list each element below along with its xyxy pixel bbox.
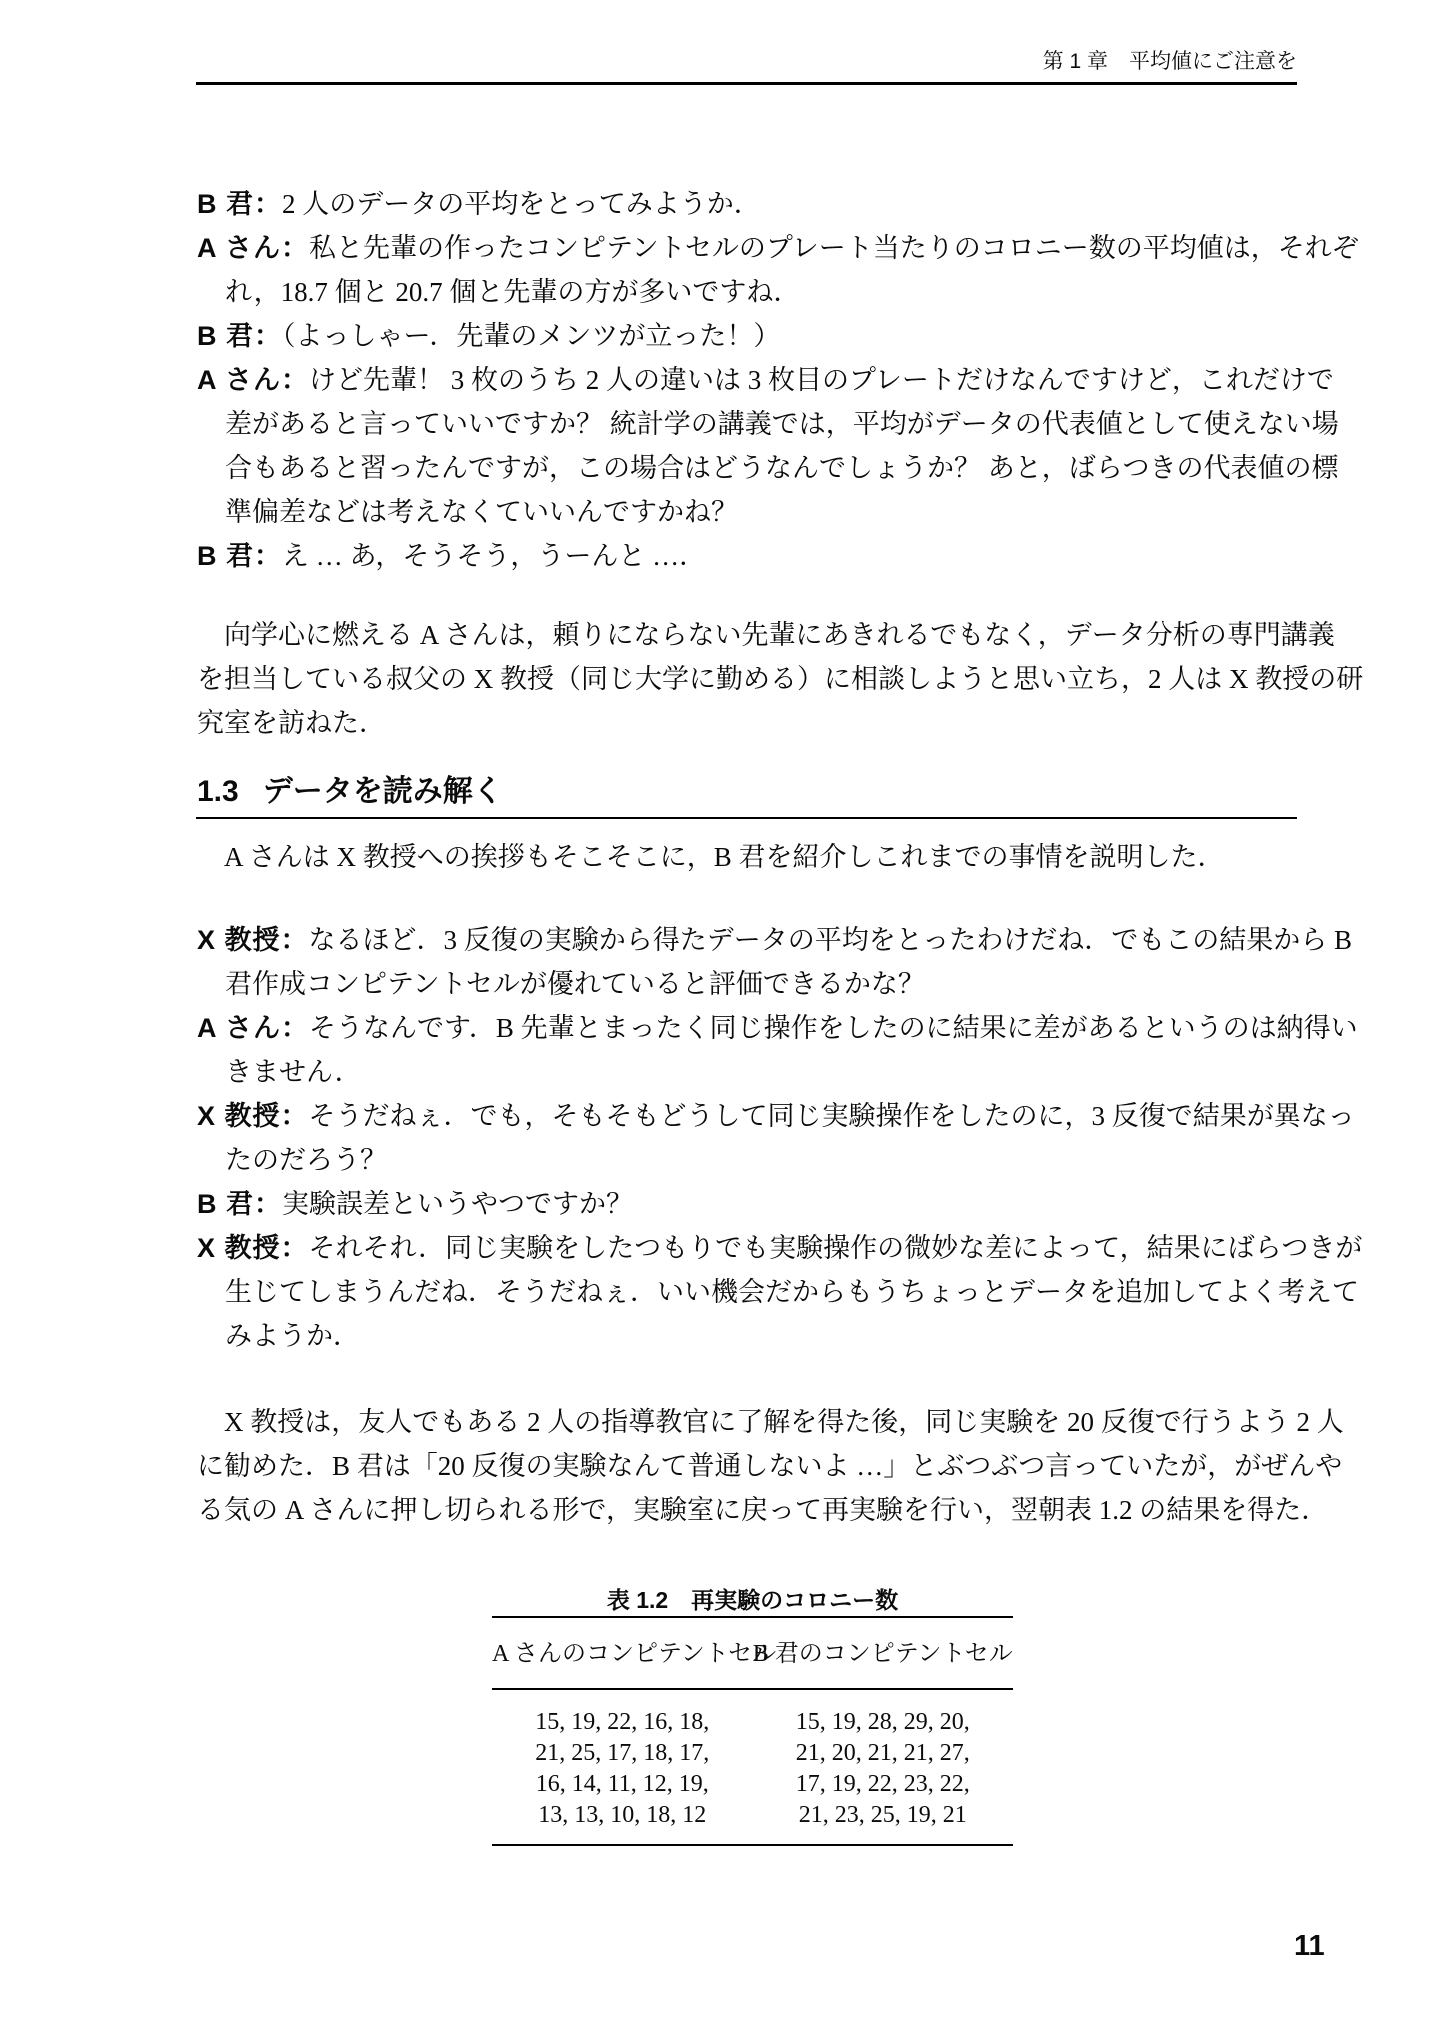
dialogue-continuation-line: きません． (225, 1057, 362, 1087)
dialogue-line: X 教授：それそれ．同じ実験をしたつもりでも実験操作の微妙な差によって，結果にばらつきが (197, 1233, 1363, 1263)
dialogue-line: A さん：けど先輩！ 3 枚のうち 2 人の違いは 3 枚目のプレートだけなんですけど，これだけで (197, 365, 1334, 395)
section-title: データを読み解く (262, 775, 503, 808)
dialogue-continuation-line: 準偏差などは考えなくていいんですかね？ (225, 497, 738, 527)
table-column (492, 1707, 753, 1831)
dialogue-line: X 教授：そうだねぇ．でも，そもそもどうして同じ実験操作をしたのに，3 反復で結果が異なっ (197, 1101, 1355, 1131)
paragraph-line: X 教授は，友人でもある 2 人の指導教官に了解を得た後，同じ実験を 20 反復で行うよう 2 人 (224, 1407, 1344, 1437)
dialogue-continuation-line: たのだろう？ (225, 1145, 387, 1175)
dialogue-block-1 (197, 182, 1377, 578)
page-number: 11 (1294, 1930, 1325, 1962)
speaker-label: A さん： (197, 233, 309, 263)
paragraph-line: を担当している叔父の X 教授（同じ大学に勤める）に相談しようと思い立ち，2 人は X 教授の研 (197, 664, 1364, 694)
paragraph-line: A さんは X 教授への挨拶もそこそこに，B 君を紹介しこれまでの事情を説明した． (224, 842, 1225, 872)
dialogue-continuation-line: 合もあると習ったんですが，この場合はどうなんでしょうか？ あと，ばらつきの代表値の標 (225, 453, 1339, 483)
table-1-2 (492, 1584, 1013, 1846)
dialogue-line: A さん：そうなんです．B 先輩とまったく同じ操作をしたのに結果に差があるというのは納得い (197, 1013, 1358, 1043)
narrative-paragraph-2 (197, 835, 1377, 879)
table-column-header: A さんのコンピテントセル (492, 1641, 777, 1667)
table-top-rule (492, 1616, 1013, 1618)
narrative-paragraph-1 (197, 613, 1377, 745)
table-caption: 表 1.2 再実験のコロニー数 (606, 1587, 899, 1613)
dialogue-block-2 (197, 918, 1377, 1358)
table-body (492, 1707, 1013, 1831)
speaker-label: X 教授： (197, 1101, 309, 1131)
paragraph-line: 究室を訪ねた． (197, 708, 386, 738)
table-data-line: 15, 19, 28, 29, 20, (795, 1709, 970, 1735)
paragraph-line: 向学心に燃える A さんは，頼りにならない先輩にあきれるでもなく，データ分析の専門講義 (224, 620, 1335, 650)
table-data-line: 21, 25, 17, 18, 17, (535, 1740, 710, 1766)
speaker-label: B 君： (197, 541, 282, 571)
speaker-label: B 君： (197, 189, 282, 219)
dialogue-line: B 君：え … あ，そうそう，うーんと …． (197, 541, 707, 571)
paragraph-line: に勧めた．B 君は「20 反復の実験なんて普通しないよ …」とぶつぶつ言っていたが，がぜんや (197, 1451, 1343, 1481)
dialogue-continuation-line: 差があると言っていいですか？ 統計学の講義では，平均がデータの代表値として使えない場 (225, 409, 1339, 439)
table-data-line: 16, 14, 11, 12, 19, (535, 1771, 709, 1797)
section-rule (196, 817, 1297, 819)
speaker-label: A さん： (197, 1013, 309, 1043)
dialogue-continuation-line: みようか． (225, 1321, 360, 1351)
speaker-label: X 教授： (197, 925, 309, 955)
running-header-chapter: 第 1 章 平均値にご注意を (1042, 50, 1297, 73)
dialogue-line: A さん：私と先輩の作ったコンピテントセルのプレート当たりのコロニー数の平均値は，それぞ (197, 233, 1359, 263)
speaker-label: B 君： (197, 1189, 282, 1219)
dialogue-line: B 君：（よっしゃー．先輩のメンツが立った！） (197, 321, 781, 351)
dialogue-continuation-line: 生じてしまうんだね．そうだねぇ．いい機会だからもうちょっとデータを追加してよく考えて (225, 1277, 1359, 1307)
section-number: 1.3 (197, 775, 239, 808)
dialogue-continuation-line: れ，18.7 個と 20.7 個と先輩の方が多いですね． (225, 277, 801, 307)
dialogue-continuation-line: 君作成コンピテントセルが優れていると評価できるかな？ (225, 969, 925, 999)
table-data-line: 17, 19, 22, 23, 22, (795, 1771, 970, 1797)
table-column-header: B 君のコンピテントセル (752, 1641, 1013, 1667)
dialogue-line: X 教授：なるほど．3 反復の実験から得たデータの平均をとったわけだね．でもこの結果から B (197, 925, 1352, 955)
table-header-row (492, 1638, 1013, 1670)
table-data-line: 21, 23, 25, 19, 21 (798, 1802, 967, 1828)
section-heading (197, 771, 503, 813)
paragraph-line: る気の A さんに押し切られる形で，実験室に戻って再実験を行い，翌朝表 1.2 の結果を得た． (197, 1495, 1329, 1525)
header-rule (196, 82, 1297, 85)
table-data-line: 15, 19, 22, 16, 18, (535, 1709, 710, 1735)
dialogue-line: B 君：2 人のデータの平均をとってみようか． (197, 189, 761, 219)
table-data-line: 13, 13, 10, 18, 12 (538, 1802, 707, 1828)
table-data-line: 21, 20, 21, 21, 27, (795, 1740, 970, 1766)
table-bottom-rule (492, 1844, 1013, 1846)
speaker-label: A さん： (197, 365, 309, 395)
table-mid-rule (492, 1688, 1013, 1690)
speaker-label: B 君： (197, 321, 282, 351)
table-column (753, 1707, 1014, 1831)
dialogue-line: B 君：実験誤差というやつですか？ (197, 1189, 633, 1219)
speaker-label: X 教授： (197, 1233, 309, 1263)
narrative-paragraph-3 (197, 1400, 1377, 1532)
